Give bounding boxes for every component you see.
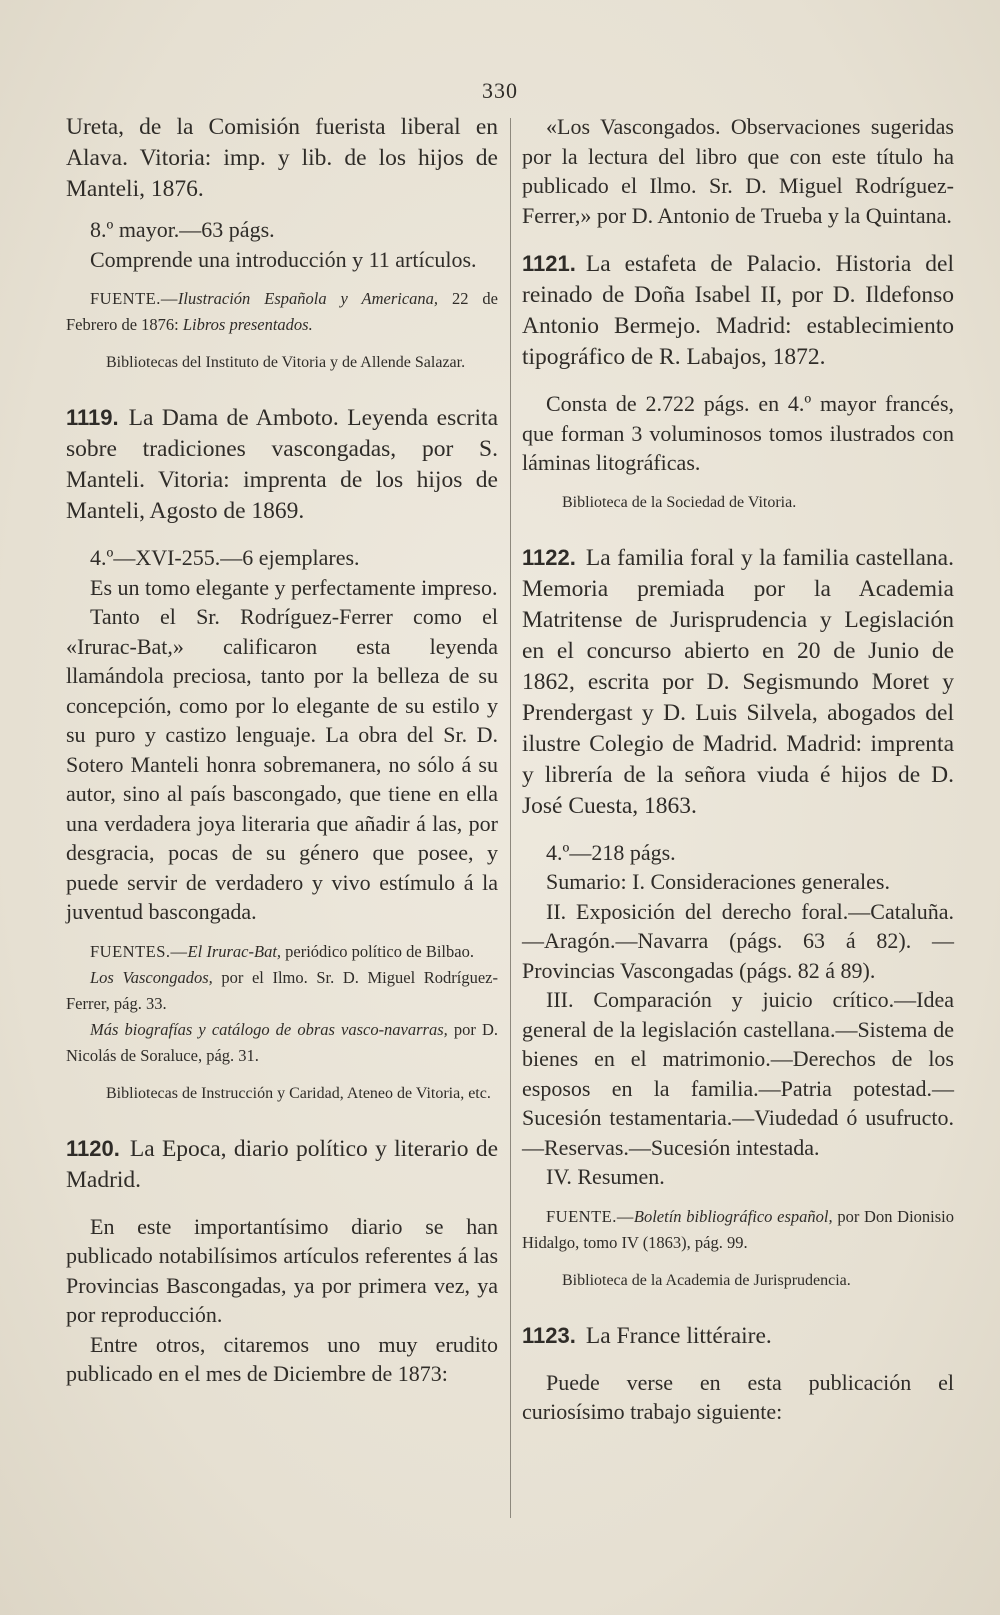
source-label: FUENTE.— — [546, 1206, 634, 1226]
entry-1119-format: 4.º—XVI-255.—6 ejemplares. — [90, 545, 360, 570]
entry-1123-paragraph: Puede verse en esta publicación el curiosísimo trabajo siguiente: — [522, 1369, 954, 1424]
entry-title: La France littéraire. — [585, 1322, 772, 1349]
source-section: Libros presentados. — [182, 315, 313, 334]
entry-1119-source — [66, 1017, 498, 1069]
entry-1123-heading — [522, 1320, 954, 1352]
entry-1119-heading — [66, 402, 498, 527]
entry-title: La estafeta de Palacio. Historia del reinado de Doña Isabel II, por D. Ildefonso Antonio Bermejo. Madrid: establecimiento tipográfico de R. Labajos, 1872. — [522, 251, 954, 370]
entry-1119-paragraph: Tanto el Sr. Rodríguez-Ferrer como el «Irurac-Bat,» calificaron esta leyenda llamándola preciosa, tanto por la belleza de su concepción, como por lo elegante de su estilo y su puro y castizo lenguaje. La obra del Sr. D. Sotero Manteli honra sobremanera, no sólo á su autor, sino al país bascongado, que tiene en ella una verdadera joya literaria que añadir á las, por desgracia, pocas de su género que posee, y puede servir de verdadero y vivo estímulo á la juventud bascongada. — [66, 604, 498, 924]
entry-1119-paragraph: Es un tomo elegante y perfectamente impreso. — [90, 574, 498, 600]
source-title: Más biografías y catálogo de obras vasco-navarras, — [90, 1019, 448, 1039]
entry-1119-library: Bibliotecas de Instrucción y Caridad, Ateneo de Vitoria, etc. — [106, 1084, 491, 1102]
entry-1119-source — [66, 939, 498, 965]
entry-1122-library: Biblioteca de la Academia de Jurisprudencia. — [562, 1271, 851, 1289]
entry-1122-summary: Sumario: I. Consideraciones generales. — [546, 869, 890, 894]
entry-1121-paragraph: Consta de 2.722 págs. en 4.º mayor francés, que forman 3 voluminosos tomos ilustrados con láminas litográficas. — [522, 391, 954, 475]
entry-1120-quoted-article: «Los Vascongados. Observaciones sugeridas por la lectura del libro que con este título ha publicado el Ilmo. Sr. D. Miguel Rodríguez-Ferrer,» por D. Antonio de Trueba y la Quintana. — [522, 114, 954, 228]
entry-1118-continuation: Ureta, de la Comisión fuerista liberal en Alava. Vitoria: imp. y lib. de los hijos de Manteli, 1876. — [66, 114, 498, 202]
column-divider — [510, 118, 511, 1518]
source-detail: por el Ilmo. Sr. D. Miguel Rodríguez-Ferrer, pág. 33. — [66, 967, 498, 1013]
source-label: FUENTE.— — [90, 289, 178, 308]
entry-1120-paragraph: En este importantísimo diario se han publicado notabilísimos artículos referentes á las Provincias Bascongadas, ya por primera vez, ya por reproducción. — [66, 1213, 498, 1327]
entry-1122-source — [522, 1204, 954, 1256]
source-title: El Irurac-Bat, — [187, 941, 282, 961]
source-title: Los Vascongados, — [90, 967, 213, 987]
entry-1121-library: Biblioteca de la Sociedad de Vitoria. — [562, 493, 797, 511]
source-detail: periódico político de Bilbao. — [281, 941, 474, 961]
entry-1122-heading — [522, 542, 954, 822]
source-detail: por Don Dionisio Hidalgo, tomo IV (1863), pág. 99. — [522, 1206, 954, 1252]
source-detail: por D. Nicolás de Soraluce, pág. 31. — [66, 1019, 498, 1065]
entry-1121-heading — [522, 248, 954, 373]
right-column — [522, 112, 954, 1427]
entry-1122-summary: IV. Resumen. — [546, 1164, 665, 1189]
entry-title: La Dama de Amboto. Leyenda escrita sobre tradiciones vascongadas, por S. Manteli. Vitoria: imprenta de los hijos de Manteli, Agosto de 1869. — [66, 405, 498, 524]
entry-1118-format: 8.º mayor.—63 págs. — [90, 217, 275, 242]
left-column — [66, 112, 498, 1389]
source-title: Boletín bibliográfico español, — [633, 1206, 833, 1226]
source-label: FUENTES.— — [90, 941, 188, 961]
entry-1118-library: Bibliotecas del Instituto de Vitoria y de Allende Salazar. — [106, 354, 466, 371]
entry-1119-source — [66, 965, 498, 1017]
page-number: 330 — [482, 78, 518, 103]
source-title: Ilustración Española y Americana, — [177, 289, 439, 308]
entry-1122-format: 4.º—218 págs. — [546, 839, 676, 865]
entry-1122-summary: II. Exposición del derecho foral.—Cataluña.—Aragón.—Navarra (págs. 63 á 82). —Provincias Vascongadas (págs. 82 á 89). — [522, 898, 954, 983]
entry-1118-source — [66, 286, 498, 338]
entry-1120-heading — [66, 1133, 498, 1196]
entry-title: La Epoca, diario político y literario de Madrid. — [66, 1135, 498, 1193]
source-detail: 22 de Febrero de 1876: — [66, 289, 499, 334]
entry-number: 1123. — [522, 1322, 576, 1348]
entry-number: 1122. — [522, 544, 576, 570]
entry-number: 1119. — [66, 405, 119, 430]
entry-number: 1121. — [522, 251, 576, 276]
entry-1118-description: Comprende una introducción y 11 artículos. — [90, 246, 477, 272]
entry-number: 1120. — [66, 1135, 120, 1161]
entry-1122-summary: III. Comparación y juicio crítico.—Idea general de la legislación castellana.—Sistema de bienes en el matrimonio.—Derechos de los esposos en la familia.—Patria potestad.—Sucesión testamentaria.—Viudedad ó usufructo.—Reservas.—Sucesión intestada. — [522, 987, 954, 1160]
entry-title: La familia foral y la familia castellana. Memoria premiada por la Academia Matritense de Jurisprudencia y Legislación en el concurso abierto en 20 de Junio de 1862, escrita por D. Segismundo Moret y Prendergast y D. Luis Silvela, abogados del ilustre Colegio de Madrid. Madrid: imprenta y librería de la señora viuda é hijos de D. José Cuesta, 1863. — [522, 544, 954, 819]
entry-1120-paragraph: Entre otros, citaremos uno muy erudito publicado en el mes de Diciembre de 1873: — [66, 1331, 498, 1386]
